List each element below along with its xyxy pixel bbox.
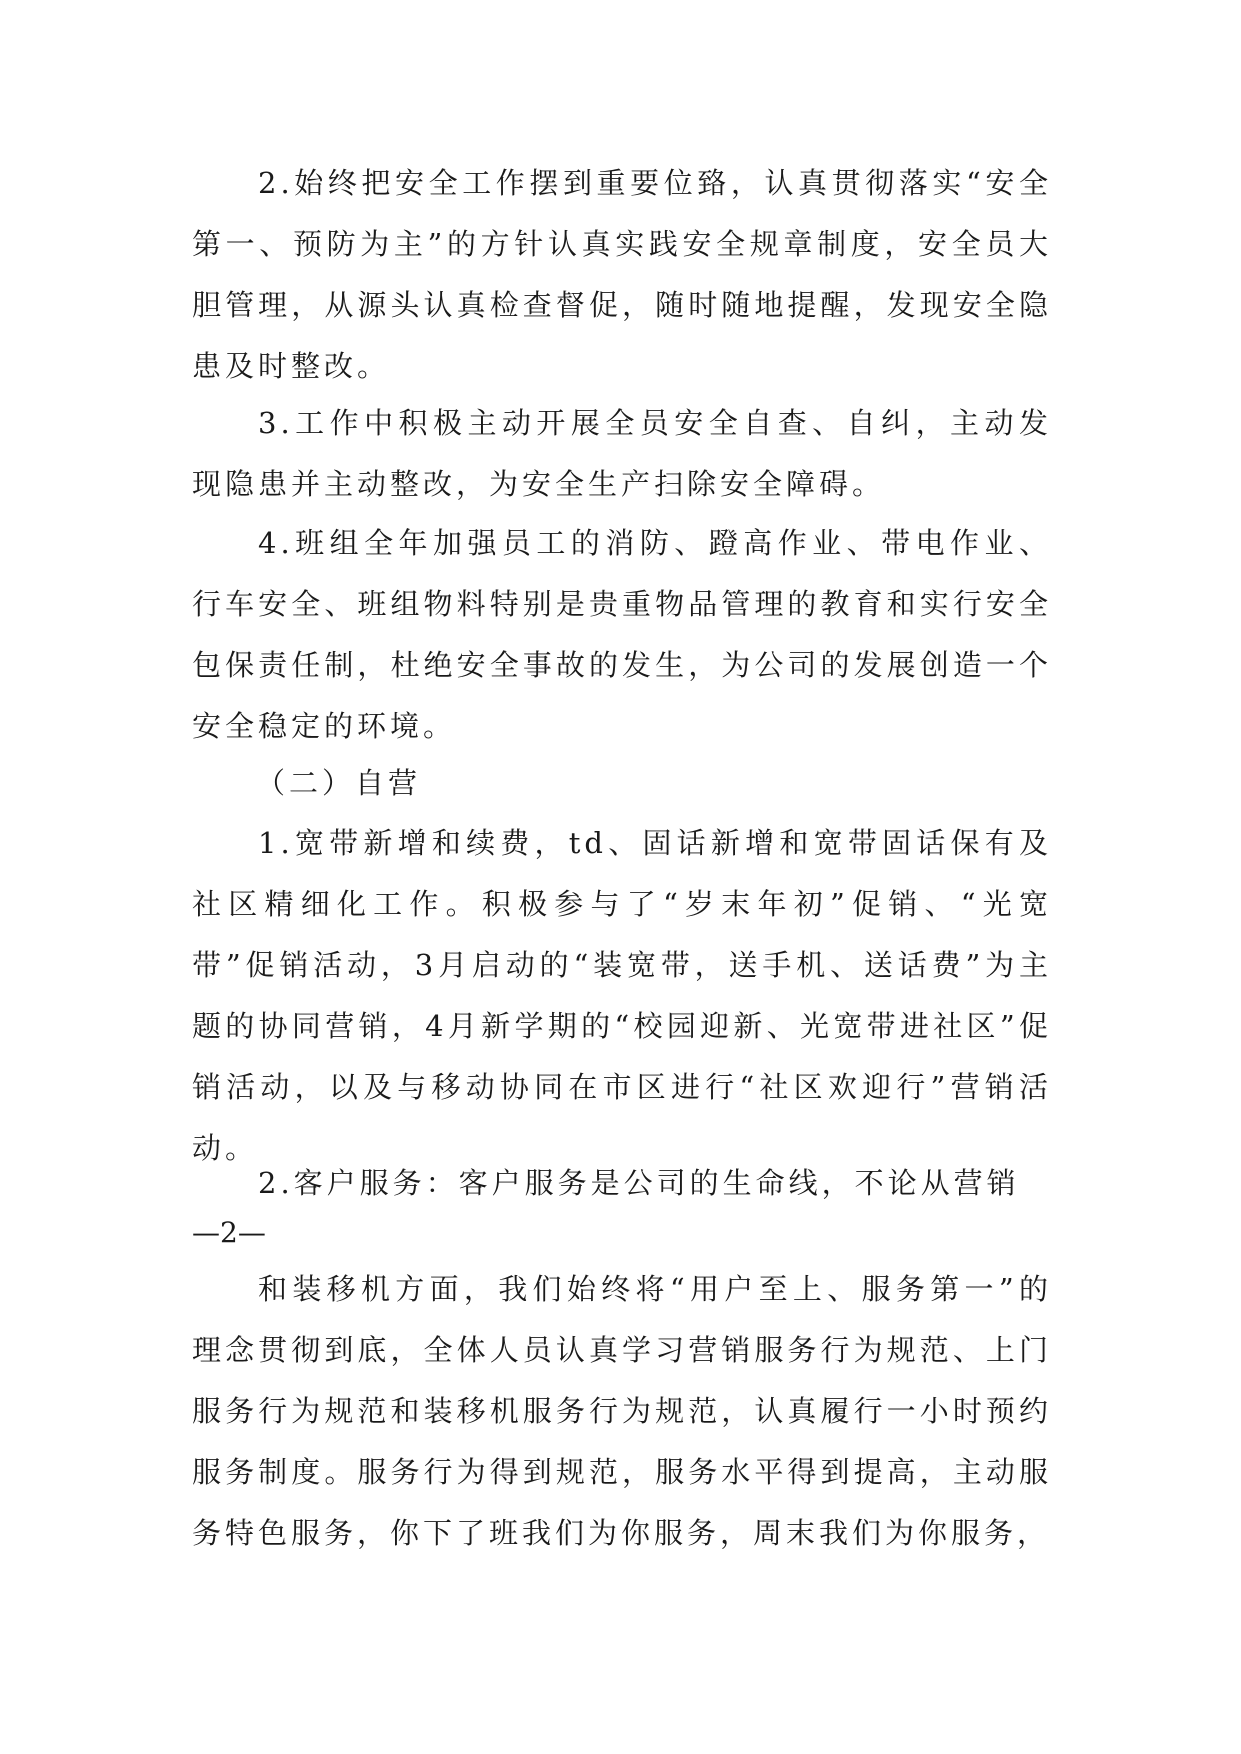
paragraph-self-inspection: 3.工作中积极主动开展全员安全自查、自纠，主动发现隐患并主动整改，为安全生产扫除安全障碍。 [192,406,1052,501]
page-number: —2— [192,1216,266,1249]
paragraph-team-safety-education: 4.班组全年加强员工的消防、蹬高作业、带电作业、行车安全、班组物料特别是贵重物品管理的教育和实行安全包保责任制，杜绝安全事故的发生，为公司的发展创造一个安全稳定的环境。 [192,526,1052,743]
paragraph-customer-service-continued: 和装移机方面，我们始终将“用户至上、服务第一”的理念贯彻到底，全体人员认真学习营销服务行为规范、上门服务行为规范和装移机服务行为规范，认真履行一小时预约服务制度。服务行为得到规范，服务水平得到提高，主动服务特色服务，你下了班我们为你服务，周末我们为你服务， [192,1272,1052,1550]
section-heading: （二）自营 [256,766,422,800]
paragraph-customer-service-start: 2.客户服务：客户服务是公司的生命线，不论从营销 [258,1166,1020,1200]
paragraph-broadband-promotions: 1.宽带新增和续费，td、固话新增和宽带固话保有及社区精细化工作。积极参与了“岁末年初”促销、“光宽带”促销活动，3月启动的“装宽带，送手机、送话费”为主题的协同营销，4月新学期的“校园迎新、光宽带进社区”促销活动，以及与移动协同在市区进行“社区欢迎行”营销活动。 [192,826,1052,1165]
paragraph-safety-priority: 2.始终把安全工作摆到重要位臵，认真贯彻落实“安全第一、预防为主”的方针认真实践安全规章制度，安全员大胆管理，从源头认真检查督促，随时随地提醒，发现安全隐患及时整改。 [192,166,1052,383]
